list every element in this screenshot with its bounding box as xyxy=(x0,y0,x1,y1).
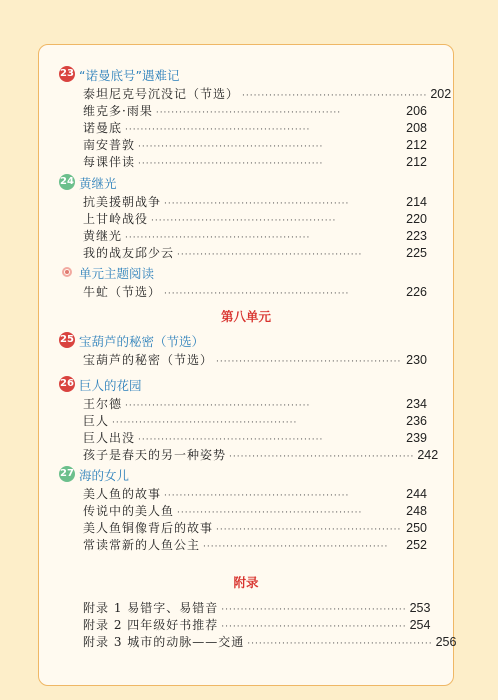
lesson-title[interactable]: 海的女儿 xyxy=(79,468,130,483)
lesson-title[interactable]: 黄继光 xyxy=(79,176,117,191)
entry-title: 常读常新的人鱼公主 xyxy=(83,538,201,552)
entry-title: 维克多·雨果 xyxy=(83,104,153,118)
section-24 xyxy=(39,173,453,261)
leader-dots: ················································ xyxy=(125,125,311,135)
leader-dots: ················································ xyxy=(112,418,298,428)
entry-title: 美人鱼铜像背后的故事 xyxy=(83,521,214,535)
entry-title: 我的战友邱少云 xyxy=(83,246,175,260)
page-number: 252 xyxy=(406,538,427,552)
toc-entry[interactable] xyxy=(83,136,427,153)
lesson-number-badge: 26 xyxy=(59,376,75,392)
page-number: 208 xyxy=(406,121,427,135)
leader-dots: ················································ xyxy=(177,508,363,518)
leader-dots: ················································ xyxy=(216,525,402,535)
leader-dots: ················································ xyxy=(221,622,407,632)
lesson-number-badge: 24 xyxy=(59,174,75,190)
page-number: 256 xyxy=(435,635,457,649)
page-number: 206 xyxy=(406,104,427,118)
page-number: 230 xyxy=(406,353,427,367)
entry-title: 传说中的美人鱼 xyxy=(83,504,175,518)
toc-entry[interactable] xyxy=(83,119,427,136)
page-number: 226 xyxy=(406,285,427,299)
toc-entry[interactable] xyxy=(83,102,427,119)
page-number: 212 xyxy=(406,155,427,169)
toc-entry[interactable] xyxy=(83,193,427,210)
entry-title: 美人鱼的故事 xyxy=(83,487,162,501)
entry-title: 牛虻（节选） xyxy=(83,285,162,299)
page-number: 220 xyxy=(406,212,427,226)
section-appendix xyxy=(39,599,457,650)
page-number: 234 xyxy=(406,397,427,411)
entry-title: 黄继光 xyxy=(83,229,123,243)
lesson-title[interactable]: 巨人的花园 xyxy=(79,378,142,393)
leader-dots: ················································ xyxy=(242,91,428,101)
section-23 xyxy=(39,65,453,170)
entry-title: 附录 3 城市的动脉——交通 xyxy=(83,635,245,649)
page-number: 242 xyxy=(417,448,439,462)
leader-dots: ················································ xyxy=(138,142,324,152)
entry-title: 上甘岭战役 xyxy=(83,212,149,226)
toc-entry[interactable] xyxy=(83,210,427,227)
lesson-title[interactable]: 宝葫芦的秘密（节选） xyxy=(79,334,205,349)
section-26 xyxy=(39,375,453,463)
page-number: 239 xyxy=(406,431,427,445)
leader-dots: ················································ xyxy=(164,491,350,501)
lesson-number-badge: 25 xyxy=(59,332,75,348)
leader-dots: ················································ xyxy=(138,435,324,445)
leader-dots: ················································ xyxy=(164,289,350,299)
lesson-number-badge: 27 xyxy=(59,466,75,482)
page-number: 214 xyxy=(406,195,427,209)
leader-dots: ················································ xyxy=(216,357,402,367)
leader-dots: ················································ xyxy=(177,250,363,260)
leader-dots: ················································ xyxy=(247,639,433,649)
toc-entry[interactable] xyxy=(83,153,427,170)
entry-title: 王尔德 xyxy=(83,397,123,411)
toc-entry[interactable] xyxy=(83,599,431,616)
toc-entry[interactable] xyxy=(83,351,427,368)
page-number: 212 xyxy=(406,138,427,152)
page-number: 254 xyxy=(409,618,431,632)
leader-dots: ················································ xyxy=(138,159,324,169)
toc-entry[interactable] xyxy=(83,85,452,102)
toc-entry[interactable] xyxy=(83,283,427,300)
toc-entry[interactable] xyxy=(83,244,427,261)
entry-title: 泰坦尼克号沉没记（节选） xyxy=(83,87,240,101)
entry-title: 抗美援朝战争 xyxy=(83,195,162,209)
section-25 xyxy=(39,331,453,368)
section-unit-reading xyxy=(39,263,453,300)
leader-dots: ················································ xyxy=(203,542,389,552)
entry-title: 诺曼底 xyxy=(83,121,123,135)
lesson-title[interactable]: 单元主题阅读 xyxy=(79,266,155,281)
entry-title: 每课伴读 xyxy=(83,155,136,169)
leader-dots: ················································ xyxy=(125,401,311,411)
page-number: 253 xyxy=(409,601,431,615)
leader-dots: ················································ xyxy=(125,233,311,243)
toc-entry[interactable] xyxy=(83,616,431,633)
page-number: 244 xyxy=(406,487,427,501)
entry-title: 宝葫芦的秘密（节选） xyxy=(83,353,214,367)
page-number: 202 xyxy=(430,87,452,101)
leader-dots: ················································ xyxy=(155,108,342,118)
toc-entry[interactable] xyxy=(83,446,439,463)
entry-title: 附录 1 易错字、易错音 xyxy=(83,601,219,615)
entry-title: 附录 2 四年级好书推荐 xyxy=(83,618,219,632)
unit-eight-title: 第八单元 xyxy=(220,309,271,324)
toc-entry[interactable] xyxy=(83,227,427,244)
page-number: 250 xyxy=(406,521,427,535)
leader-dots: ················································ xyxy=(229,452,415,462)
leader-dots: ················································ xyxy=(164,199,350,209)
page-number: 225 xyxy=(406,246,427,260)
toc-card xyxy=(38,44,457,686)
lesson-title[interactable]: “诺曼底号”遇难记 xyxy=(79,68,180,83)
page-number: 223 xyxy=(406,229,427,243)
lesson-number-badge: 23 xyxy=(59,66,75,82)
page-number: 236 xyxy=(406,414,427,428)
toc-entry[interactable] xyxy=(83,633,457,650)
toc-entry[interactable] xyxy=(83,395,427,412)
section-27 xyxy=(39,465,453,553)
leader-dots: ················································ xyxy=(151,216,337,226)
page-number: 248 xyxy=(406,504,427,518)
entry-title: 巨人 xyxy=(83,414,110,428)
target-ring-icon xyxy=(62,267,72,277)
entry-title: 巨人出没 xyxy=(83,431,136,445)
toc-entry[interactable] xyxy=(83,536,427,553)
entry-title: 南安普敦 xyxy=(83,138,136,152)
toc-entry[interactable] xyxy=(83,502,427,519)
leader-dots: ················································ xyxy=(221,605,407,615)
toc-entry[interactable] xyxy=(83,519,427,536)
toc-entry[interactable] xyxy=(83,485,427,502)
toc-entry[interactable] xyxy=(83,412,427,429)
appendix-title: 附录 xyxy=(233,575,259,590)
entry-title: 孩子是春天的另一种姿势 xyxy=(83,448,227,462)
toc-entry[interactable] xyxy=(83,429,427,446)
